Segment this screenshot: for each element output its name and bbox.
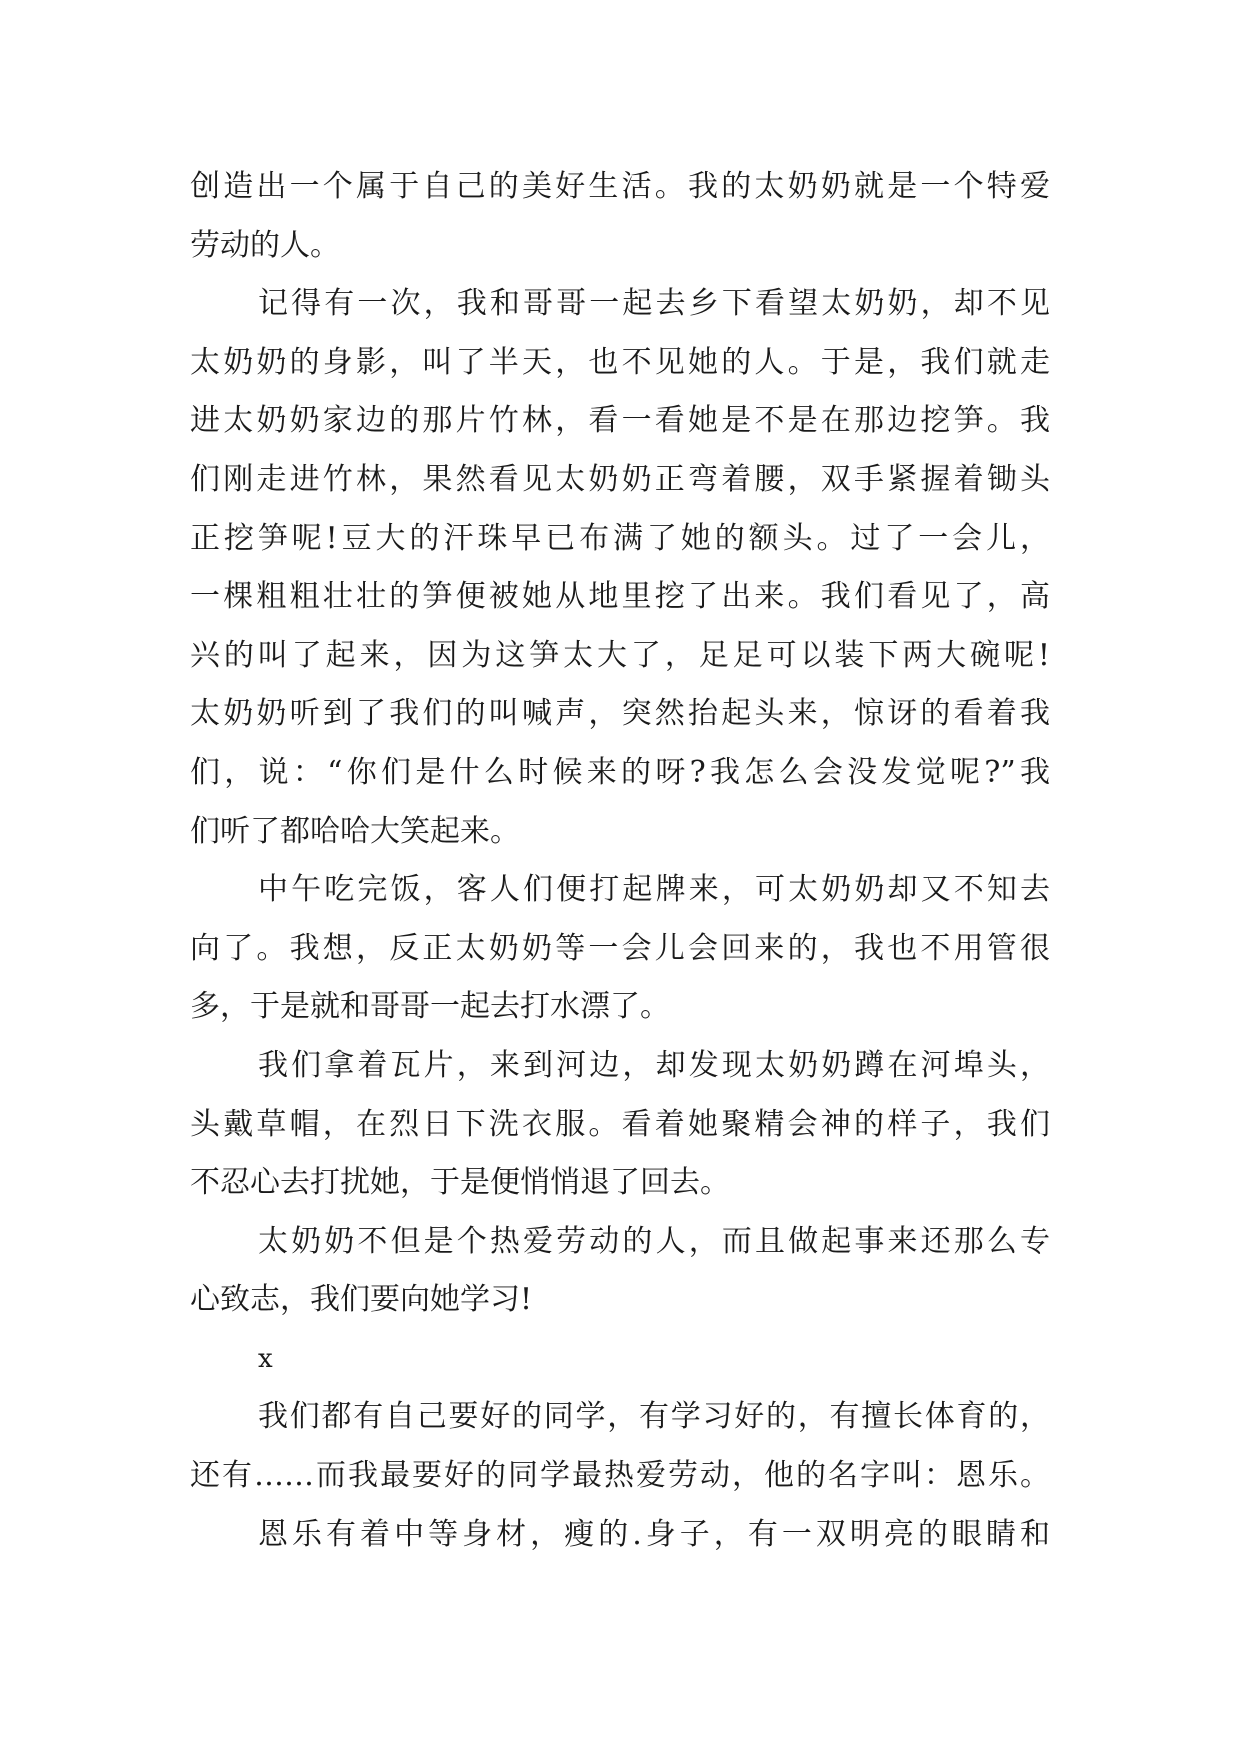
text-line: 进太奶奶家边的那片竹林，看一看她是不是在那边挖笋。我 — [190, 403, 1050, 439]
text-line: 不忍心去打扰她，于是便悄悄退了回去。 — [190, 1165, 730, 1201]
text-line: 心致志，我们要向她学习! — [190, 1282, 533, 1318]
paragraph-start-line: 我们都有自己要好的同学，有学习好的，有擅长体育的， — [258, 1399, 1050, 1435]
document-page — [190, 158, 1050, 1564]
text-line: 们，说：“你们是什么时候来的呀?我怎么会没发觉呢?”我 — [190, 754, 1050, 790]
paragraph-start-line: 太奶奶不但是个热爱劳动的人，而且做起事来还那么专 — [258, 1223, 1050, 1259]
text-line: 向了。我想，反正太奶奶等一会儿会回来的，我也不用管很 — [190, 930, 1050, 966]
text-line: 太奶奶的身影，叫了半天，也不见她的人。于是，我们就走 — [190, 344, 1050, 380]
paragraph-start-line: 记得有一次，我和哥哥一起去乡下看望太奶奶，却不见 — [258, 286, 1050, 322]
text-line: 正挖笋呢!豆大的汗珠早已布满了她的额头。过了一会儿， — [190, 520, 1050, 556]
text-line: 创造出一个属于自己的美好生活。我的太奶奶就是一个特爱 — [190, 169, 1050, 204]
text-line: 们听了都哈哈大笑起来。 — [190, 813, 520, 849]
text-line: 们刚走进竹林，果然看见太奶奶正弯着腰，双手紧握着锄头 — [190, 461, 1050, 497]
paragraph-start-line: 恩乐有着中等身材，瘦的.身子，有一双明亮的眼睛和 — [258, 1516, 1050, 1552]
text-line: 劳动的人。 — [190, 227, 340, 263]
paragraph-start-line: 我们拿着瓦片，来到河边，却发现太奶奶蹲在河埠头， — [258, 1047, 1050, 1083]
paragraph-start-line: 中午吃完饭，客人们便打起牌来，可太奶奶却又不知去 — [258, 872, 1050, 908]
text-line: 还有……而我最要好的同学最热爱劳动，他的名字叫：恩乐。 — [190, 1458, 1050, 1494]
section-marker: x — [258, 1343, 273, 1374]
text-line: 一棵粗粗壮壮的笋便被她从地里挖了出来。我们看见了，高 — [190, 579, 1050, 615]
text-line: 太奶奶听到了我们的叫喊声，突然抬起头来，惊讶的看着我 — [190, 696, 1050, 732]
text-line: 兴的叫了起来，因为这笋太大了，足足可以装下两大碗呢! — [190, 637, 1050, 673]
text-line: 多，于是就和哥哥一起去打水漂了。 — [190, 989, 670, 1025]
text-line: 头戴草帽，在烈日下洗衣服。看着她聚精会神的样子，我们 — [190, 1106, 1050, 1142]
